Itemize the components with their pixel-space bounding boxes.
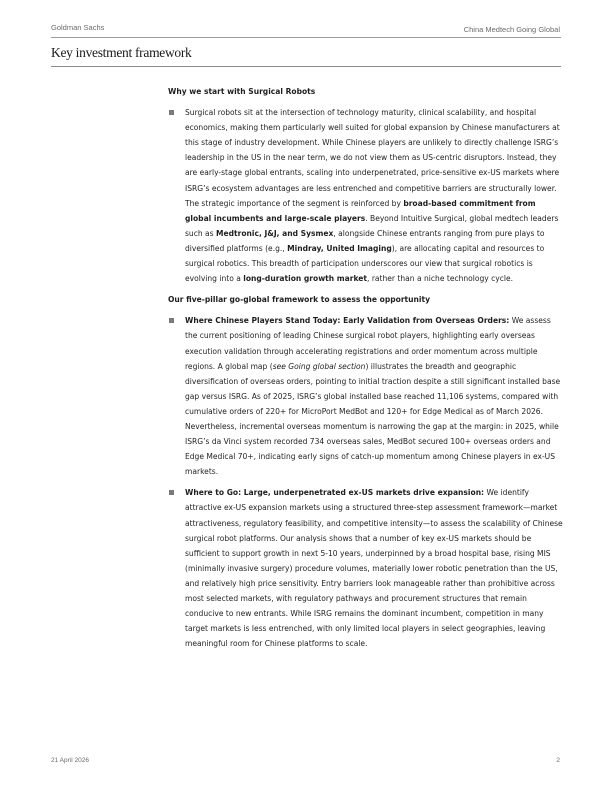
header-divider [51,37,561,38]
text: . Beyond Intuitive Surgical, global medtech leaders such as [185,213,559,238]
square-bullet-icon [169,318,174,323]
text: We identify attractive ex-US expansion markets using a structured three-step assessment framework—market attractiveness, regulatory feasibility, and competitive intensity—to assess the scalability of Chinese surgical robot platforms. Our analysis shows that a number of key ex-US markets should be sufficient to support growth in next 5-10 years, underpinned by a broad hospital base, rising MIS (minimally invasive surgery) procedure volumes, materially lower robotic penetration than the US, and relatively high price sensitivity. Entry barriers look manageable rather than prohibitive across most selected markets, with regulatory pathways and procurement structures that remain conducive to new entrants. While ISRG remains the dominant incumbent, competition in many target markets is less entrenched, with only limited local players in select geographies, leaving meaningful room for Chinese platforms to scale. [185,488,563,649]
bullet-lead: Where Chinese Players Stand Today: Early Validation from Overseas Orders: [185,316,510,326]
body-content [168,84,563,657]
square-bullet-icon [169,110,174,115]
bold-text: broad-based commitment from global incumbents and large-scale players [185,198,536,223]
header-firm-name: Goldman Sachs [51,23,105,32]
footer-page-number: 2 [556,757,560,764]
bold-text: long-duration growth market [243,274,368,284]
section-heading-surgical-robots: Why we start with Surgical Robots [168,87,316,96]
title-divider [51,66,561,67]
bullet-paragraph-surgical-robots [168,105,563,286]
italic-reference: see Going global section [272,361,366,371]
bullet-paragraph-where-players-stand [168,313,563,479]
bullet-paragraph-where-to-go [168,485,563,651]
page-title: Key investment framework [51,45,192,60]
text: ) illustrates the breadth and geographic diversification of overseas orders, pointing to initial traction despite a still significant installed base gap versus ISRG. As of 2025, ISRG’s global installed base reached 11,106 systems, compared with cumulative orders of 220+ for MicroPort MedBot and 120+ for Edge Medical as of March 2026. Nevertheless, incremental overseas momentum is narrowing the gap at the margin: in 2025, while ISRG’s da Vinci system recorded 734 overseas sales, MedBot secured 100+ overseas orders and Edge Medical 70+, indicating early signs of catch-up momentum among Chinese players in ex-US markets. [185,361,561,477]
text: , alongside Chinese entrants ranging from pure plays to diversified platforms (e.g., [185,228,545,253]
text: ), are allocating capital and resources to surgical robotics. This breadth of participation underscores our view that surgical robotics is evolving into a [185,243,545,284]
square-bullet-icon [169,490,174,495]
text: , rather than a niche technology cycle. [367,274,514,284]
section-heading-five-pillar: Our five-pillar go-global framework to assess the opportunity [168,295,431,305]
bold-text: Medtronic, J&J, and Sysmex [216,228,334,238]
bullet-lead: Where to Go: Large, underpenetrated ex-US markets drive expansion: [185,488,485,498]
text: We assess the current positioning of leading Chinese surgical robot players, highlighting early overseas execution validation through accelerating registrations and order momentum across multiple regions. A global map ( [185,316,551,371]
header-report-title: China Medtech Going Global [463,25,560,34]
bold-text: Mindray, United Imaging [287,243,392,253]
footer-date: 21 April 2026 [51,757,89,764]
text: Surgical robots sit at the intersection of technology maturity, clinical scalability, and hospital economics, making them particularly well suited for global expansion by Chinese manufacturers at this stage of industry development. While Chinese players are unlikely to directly challenge ISRG’s leadership in the US in the near term, we do not view them as US-centric disruptors. Instead, they are early-stage global entrants, scaling into underpenetrated, price-sensitive ex-US markets where ISRG’s ecosystem advantages are less entrenched and competitive barriers are structurally lower. The strategic importance of the segment is reinforced by [185,108,560,208]
